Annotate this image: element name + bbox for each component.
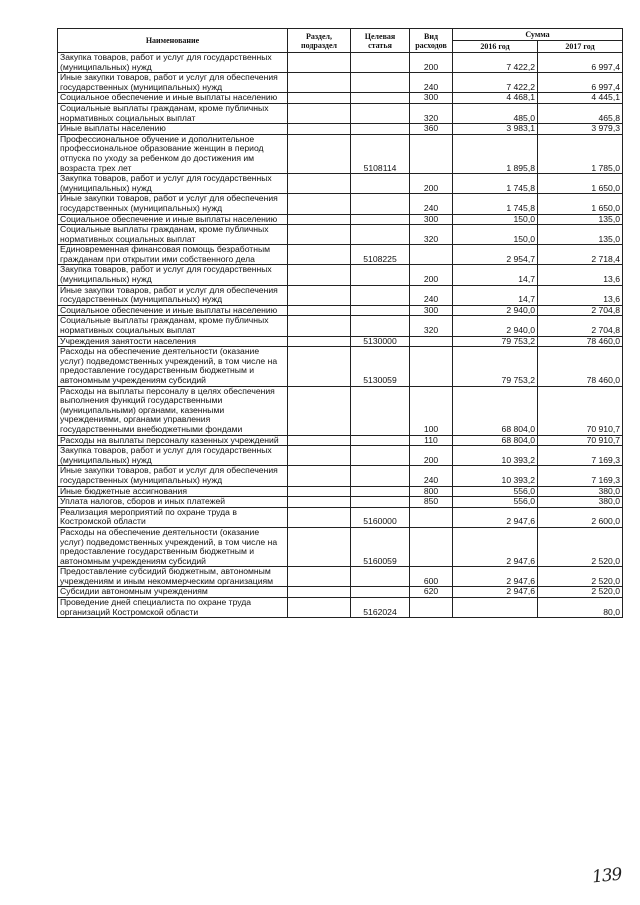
row-target-cell (351, 285, 410, 305)
table-row (58, 466, 623, 486)
row-section-cell (288, 598, 351, 618)
row-amount-2016-cell: 68 804,0 (453, 435, 538, 446)
row-target-cell (351, 497, 410, 508)
row-name-cell: Предоставление субсидий бюджетным, автономным учреждениям и иным некоммерческим организациям (58, 567, 288, 587)
row-amount-2016-cell: 68 804,0 (453, 386, 538, 435)
row-amount-2016-cell: 2 940,0 (453, 316, 538, 336)
row-name-cell: Иные закупки товаров, работ и услуг для обеспечения государственных (муниципальных) нужд (58, 73, 288, 93)
row-amount-2017-cell: 1 785,0 (538, 134, 623, 173)
row-name-cell: Закупка товаров, работ и услуг для государственных (муниципальных) нужд (58, 265, 288, 285)
row-amount-2016-cell: 7 422,2 (453, 53, 538, 73)
row-amount-2017-cell: 4 445,1 (538, 93, 623, 104)
row-type-cell: 320 (410, 316, 453, 336)
row-section-cell (288, 497, 351, 508)
row-section-cell (288, 507, 351, 527)
row-amount-2017-cell: 135,0 (538, 214, 623, 225)
table-row (58, 587, 623, 598)
row-amount-2017-cell: 2 600,0 (538, 507, 623, 527)
row-amount-2016-cell: 1 745,8 (453, 174, 538, 194)
row-name-cell: Единовременная финансовая помощь безработным гражданам при открытии ими собственного дела (58, 245, 288, 265)
row-name-cell: Реализация мероприятий по охране труда в Костромской области (58, 507, 288, 527)
row-section-cell (288, 336, 351, 347)
row-amount-2016-cell: 79 753,2 (453, 347, 538, 386)
row-amount-2016-cell: 3 983,1 (453, 124, 538, 135)
row-type-cell: 240 (410, 466, 453, 486)
row-name-cell: Иные закупки товаров, работ и услуг для обеспечения государственных (муниципальных) нужд (58, 466, 288, 486)
table-row (58, 567, 623, 587)
row-target-cell (351, 194, 410, 214)
row-amount-2016-cell: 150,0 (453, 214, 538, 225)
row-amount-2017-cell: 70 910,7 (538, 386, 623, 435)
table-row (58, 316, 623, 336)
table-row (58, 265, 623, 285)
row-section-cell (288, 93, 351, 104)
row-amount-2017-cell: 2 520,0 (538, 527, 623, 566)
table-row (58, 53, 623, 73)
row-target-cell (351, 305, 410, 316)
row-amount-2017-cell: 13,6 (538, 285, 623, 305)
row-amount-2016-cell: 10 393,2 (453, 466, 538, 486)
row-name-cell: Расходы на обеспечение деятельности (оказание услуг) подведомственных учреждений, в том числе на предоставление государственным бюджетным и автономным учреждениям субсидий (58, 347, 288, 386)
row-amount-2017-cell: 78 460,0 (538, 336, 623, 347)
header-section: Раздел, подраздел (288, 29, 351, 53)
row-type-cell: 320 (410, 103, 453, 123)
table-row (58, 194, 623, 214)
row-amount-2016-cell: 1 895,8 (453, 134, 538, 173)
row-amount-2016-cell: 7 422,2 (453, 73, 538, 93)
row-target-cell: 5160000 (351, 507, 410, 527)
row-amount-2016-cell: 10 393,2 (453, 446, 538, 466)
row-amount-2017-cell: 1 650,0 (538, 194, 623, 214)
table-row (58, 598, 623, 618)
row-section-cell (288, 194, 351, 214)
table-row (58, 124, 623, 135)
row-amount-2017-cell: 80,0 (538, 598, 623, 618)
row-target-cell (351, 214, 410, 225)
row-amount-2016-cell: 2 954,7 (453, 245, 538, 265)
row-name-cell: Профессиональное обучение и дополнительное профессиональное образование женщин в период отпуска по уходу за ребенком до достижения им возраста трех лет (58, 134, 288, 173)
table-row (58, 174, 623, 194)
row-section-cell (288, 435, 351, 446)
row-amount-2017-cell: 2 704,8 (538, 305, 623, 316)
row-amount-2016-cell: 79 753,2 (453, 336, 538, 347)
row-target-cell: 5160059 (351, 527, 410, 566)
row-section-cell (288, 386, 351, 435)
page-number: 139 (591, 864, 623, 888)
row-target-cell (351, 53, 410, 73)
row-type-cell: 320 (410, 225, 453, 245)
row-name-cell: Закупка товаров, работ и услуг для государственных (муниципальных) нужд (58, 446, 288, 466)
row-type-cell (410, 347, 453, 386)
row-section-cell (288, 527, 351, 566)
table-row (58, 305, 623, 316)
row-section-cell (288, 174, 351, 194)
row-target-cell: 5108114 (351, 134, 410, 173)
table-row (58, 134, 623, 173)
row-name-cell: Закупка товаров, работ и услуг для государственных (муниципальных) нужд (58, 174, 288, 194)
header-expense-type: Вид расходов (410, 29, 453, 53)
row-section-cell (288, 53, 351, 73)
row-target-cell (351, 225, 410, 245)
row-type-cell: 620 (410, 587, 453, 598)
row-type-cell: 300 (410, 93, 453, 104)
row-amount-2017-cell: 2 704,8 (538, 316, 623, 336)
row-amount-2016-cell: 1 745,8 (453, 194, 538, 214)
row-amount-2016-cell: 556,0 (453, 497, 538, 508)
row-amount-2017-cell: 465,8 (538, 103, 623, 123)
row-target-cell (351, 93, 410, 104)
row-name-cell: Иные бюджетные ассигнования (58, 486, 288, 497)
table-row (58, 93, 623, 104)
row-target-cell (351, 124, 410, 135)
row-section-cell (288, 214, 351, 225)
row-section-cell (288, 103, 351, 123)
row-section-cell (288, 265, 351, 285)
row-amount-2017-cell: 135,0 (538, 225, 623, 245)
row-amount-2016-cell: 2 947,6 (453, 587, 538, 598)
row-section-cell (288, 305, 351, 316)
row-amount-2016-cell: 2 940,0 (453, 305, 538, 316)
row-amount-2017-cell: 2 520,0 (538, 587, 623, 598)
table-row (58, 435, 623, 446)
row-name-cell: Расходы на обеспечение деятельности (оказание услуг) подведомственных учреждений, в том числе на предоставление государственным бюджетным и автономным учреждениям субсидий (58, 527, 288, 566)
row-target-cell (351, 435, 410, 446)
row-name-cell: Социальные выплаты гражданам, кроме публичных нормативных социальных выплат (58, 103, 288, 123)
header-sum: Сумма (453, 29, 623, 41)
row-type-cell (410, 507, 453, 527)
row-type-cell: 850 (410, 497, 453, 508)
row-section-cell (288, 124, 351, 135)
row-amount-2017-cell: 6 997,4 (538, 73, 623, 93)
row-target-cell (351, 446, 410, 466)
table-row (58, 336, 623, 347)
row-amount-2017-cell: 380,0 (538, 486, 623, 497)
row-name-cell: Закупка товаров, работ и услуг для государственных (муниципальных) нужд (58, 53, 288, 73)
row-name-cell: Социальное обеспечение и иные выплаты населению (58, 93, 288, 104)
table-row (58, 527, 623, 566)
row-amount-2017-cell: 6 997,4 (538, 53, 623, 73)
row-target-cell (351, 486, 410, 497)
row-section-cell (288, 73, 351, 93)
row-type-cell: 200 (410, 265, 453, 285)
row-amount-2016-cell: 150,0 (453, 225, 538, 245)
row-type-cell: 240 (410, 194, 453, 214)
row-type-cell: 300 (410, 305, 453, 316)
row-amount-2017-cell: 78 460,0 (538, 347, 623, 386)
row-amount-2016-cell: 556,0 (453, 486, 538, 497)
table-row (58, 497, 623, 508)
row-type-cell: 200 (410, 53, 453, 73)
table-row (58, 103, 623, 123)
budget-table (57, 28, 623, 618)
table-row (58, 486, 623, 497)
row-section-cell (288, 285, 351, 305)
row-name-cell: Иные закупки товаров, работ и услуг для обеспечения государственных (муниципальных) нужд (58, 285, 288, 305)
row-amount-2017-cell: 7 169,3 (538, 446, 623, 466)
row-type-cell: 200 (410, 446, 453, 466)
row-target-cell (351, 103, 410, 123)
table-row (58, 285, 623, 305)
row-target-cell: 5108225 (351, 245, 410, 265)
row-section-cell (288, 567, 351, 587)
row-section-cell (288, 225, 351, 245)
row-section-cell (288, 486, 351, 497)
row-name-cell: Социальное обеспечение и иные выплаты населению (58, 214, 288, 225)
row-target-cell (351, 265, 410, 285)
row-amount-2016-cell: 14,7 (453, 265, 538, 285)
header-target: Целевая статья (351, 29, 410, 53)
row-amount-2016-cell: 14,7 (453, 285, 538, 305)
table-row (58, 507, 623, 527)
row-type-cell (410, 598, 453, 618)
table-row (58, 73, 623, 93)
row-amount-2017-cell: 70 910,7 (538, 435, 623, 446)
row-type-cell: 100 (410, 386, 453, 435)
row-name-cell: Иные закупки товаров, работ и услуг для обеспечения государственных (муниципальных) нужд (58, 194, 288, 214)
row-amount-2016-cell: 2 947,6 (453, 507, 538, 527)
row-amount-2016-cell: 4 468,1 (453, 93, 538, 104)
row-type-cell (410, 336, 453, 347)
row-section-cell (288, 316, 351, 336)
row-amount-2017-cell: 13,6 (538, 265, 623, 285)
row-type-cell: 360 (410, 124, 453, 135)
table-header (58, 29, 623, 53)
row-target-cell (351, 466, 410, 486)
row-amount-2017-cell: 380,0 (538, 497, 623, 508)
table-row (58, 214, 623, 225)
row-target-cell (351, 567, 410, 587)
row-target-cell: 5130059 (351, 347, 410, 386)
row-name-cell: Субсидии автономным учреждениям (58, 587, 288, 598)
row-section-cell (288, 347, 351, 386)
row-type-cell: 240 (410, 285, 453, 305)
row-target-cell (351, 316, 410, 336)
row-target-cell (351, 386, 410, 435)
row-type-cell (410, 134, 453, 173)
header-year-2017: 2017 год (538, 41, 623, 53)
row-section-cell (288, 134, 351, 173)
row-section-cell (288, 466, 351, 486)
row-type-cell: 600 (410, 567, 453, 587)
table-row (58, 245, 623, 265)
row-section-cell (288, 446, 351, 466)
row-section-cell (288, 245, 351, 265)
row-name-cell: Расходы на выплаты персоналу в целях обеспечения выполнения функций государственными (муниципальными) органами, казенными учреждениями, органами управления государственными внебюджетными фондами (58, 386, 288, 435)
table-row (58, 386, 623, 435)
row-type-cell: 240 (410, 73, 453, 93)
row-type-cell: 800 (410, 486, 453, 497)
table-body (58, 53, 623, 618)
row-type-cell: 300 (410, 214, 453, 225)
row-amount-2017-cell: 3 979,3 (538, 124, 623, 135)
row-type-cell (410, 527, 453, 566)
table-row (58, 446, 623, 466)
row-amount-2017-cell: 2 718,4 (538, 245, 623, 265)
row-name-cell: Проведение дней специалиста по охране труда организаций Костромской области (58, 598, 288, 618)
row-amount-2017-cell: 1 650,0 (538, 174, 623, 194)
row-name-cell: Социальные выплаты гражданам, кроме публичных нормативных социальных выплат (58, 316, 288, 336)
row-amount-2017-cell: 7 169,3 (538, 466, 623, 486)
row-section-cell (288, 587, 351, 598)
header-year-2016: 2016 год (453, 41, 538, 53)
row-type-cell: 110 (410, 435, 453, 446)
row-type-cell (410, 245, 453, 265)
row-target-cell: 5162024 (351, 598, 410, 618)
row-type-cell: 200 (410, 174, 453, 194)
header-name: Наименование (58, 29, 288, 53)
row-name-cell: Социальное обеспечение и иные выплаты населению (58, 305, 288, 316)
row-target-cell (351, 587, 410, 598)
row-name-cell: Расходы на выплаты персоналу казенных учреждений (58, 435, 288, 446)
row-target-cell: 5130000 (351, 336, 410, 347)
table-row (58, 225, 623, 245)
row-name-cell: Иные выплаты населению (58, 124, 288, 135)
row-amount-2016-cell: 2 947,6 (453, 567, 538, 587)
budget-sheet (57, 28, 622, 618)
row-amount-2016-cell: 485,0 (453, 103, 538, 123)
row-target-cell (351, 73, 410, 93)
row-amount-2016-cell (453, 598, 538, 618)
table-row (58, 347, 623, 386)
row-name-cell: Социальные выплаты гражданам, кроме публичных нормативных социальных выплат (58, 225, 288, 245)
row-name-cell: Учреждения занятости населения (58, 336, 288, 347)
row-name-cell: Уплата налогов, сборов и иных платежей (58, 497, 288, 508)
row-amount-2017-cell: 2 520,0 (538, 567, 623, 587)
row-target-cell (351, 174, 410, 194)
row-amount-2016-cell: 2 947,6 (453, 527, 538, 566)
